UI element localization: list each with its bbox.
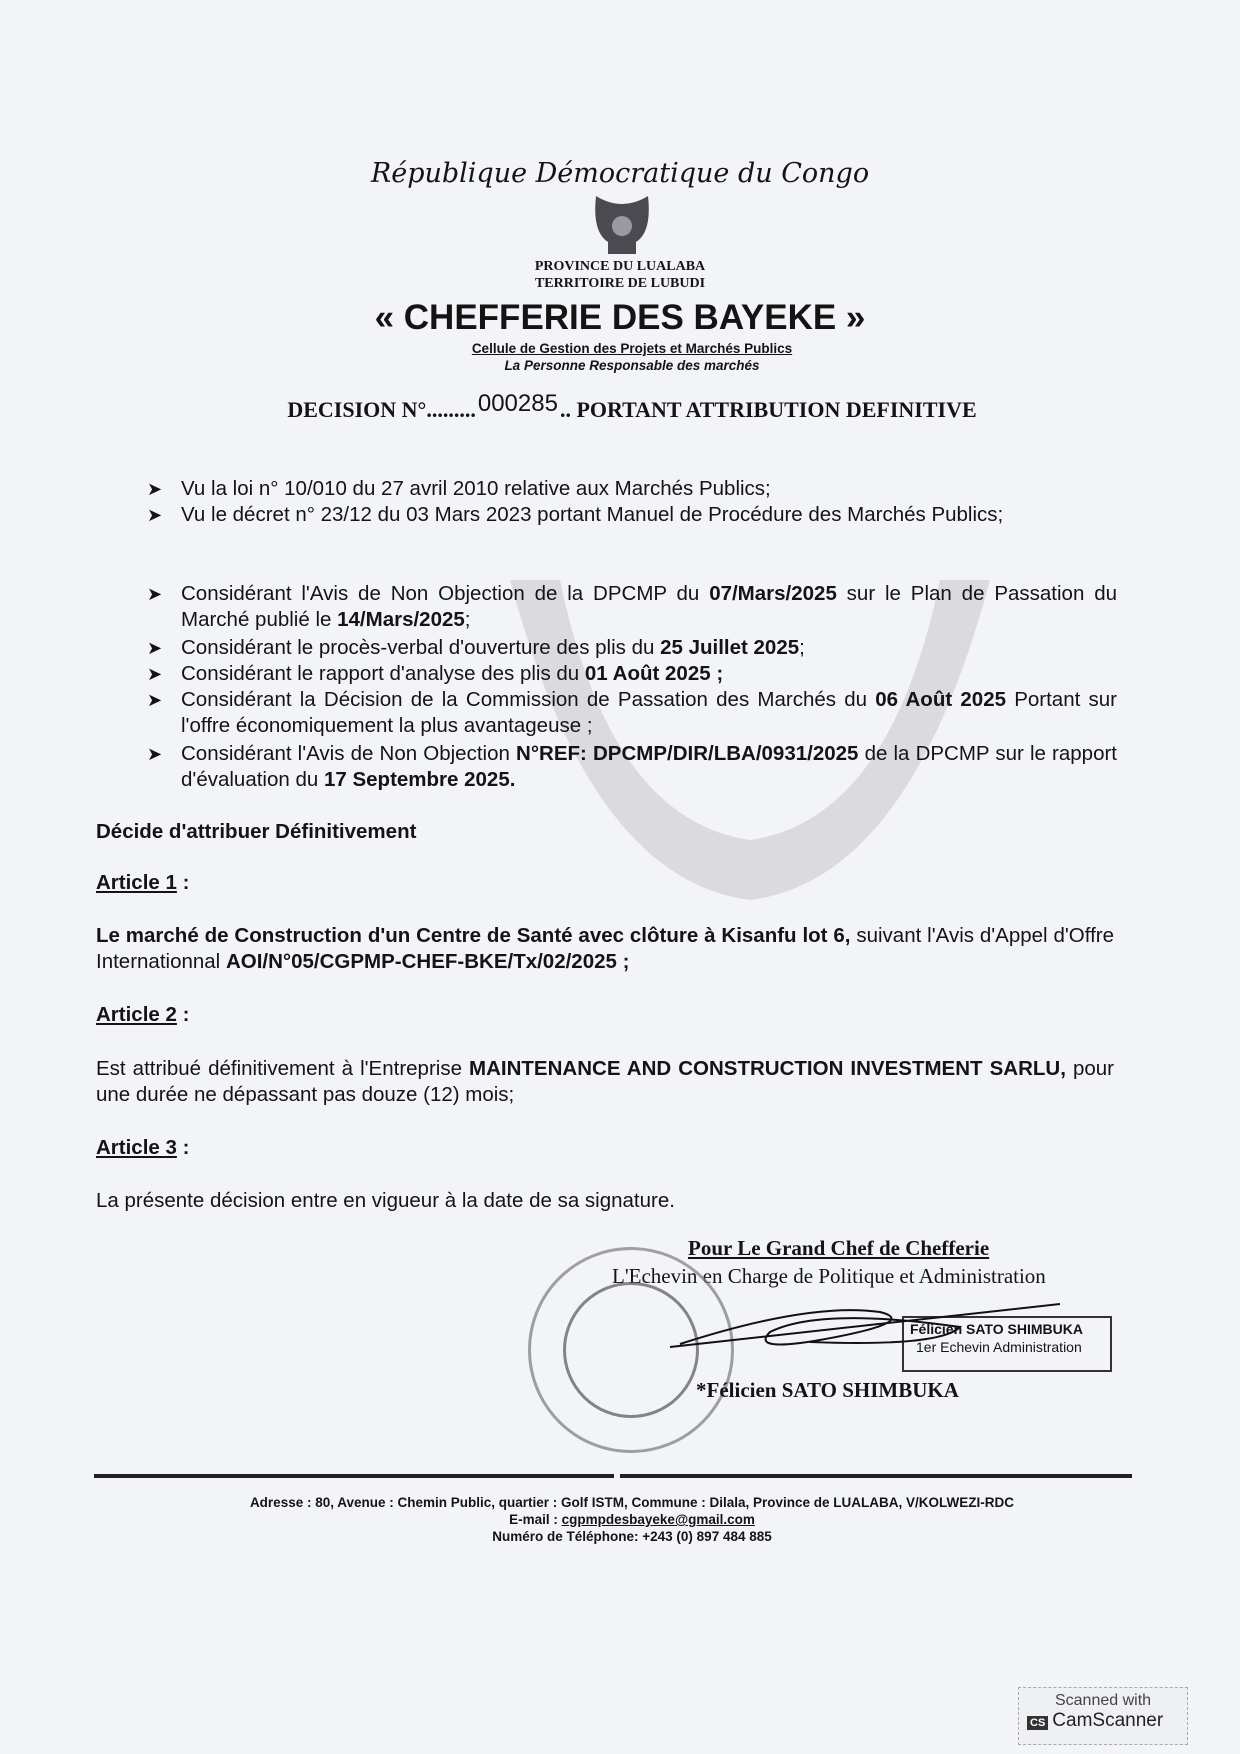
signature-pour: Pour Le Grand Chef de Chefferie	[688, 1236, 990, 1260]
name-stamp: Félicien SATO SHIMBUKA 1er Echevin Administration	[902, 1316, 1112, 1372]
article-3-title: Article 3 :	[96, 1136, 190, 1159]
email-link[interactable]: cgpmpdesbayeke@gmail.com	[561, 1512, 755, 1527]
chefferie-title: « CHEFFERIE DES BAYEKE »	[374, 298, 866, 337]
cellule: Cellule de Gestion des Projets et Marchés Publics	[471, 341, 793, 356]
article-3-text: La présente décision entre en vigueur à la date de sa signature.	[96, 1189, 675, 1212]
vu-item: ➤ Vu le décret n° 23/12 du 03 Mars 2023 portant Manuel de Procédure des Marchés Publics;	[147, 503, 1004, 526]
decide-heading: Décide d'attribuer Définitivement	[96, 820, 417, 843]
coat-of-arms-icon	[592, 192, 652, 256]
considerant-item: ➤ Considérant l'Avis de Non Objection N°REF: DPCMP/DIR/LBA/0931/2025 de la DPCMP sur le rapport d'évaluation du 17 Septembre 2025.	[147, 742, 1118, 791]
footer-phone: Numéro de Téléphone: +243 (0) 897 484 885	[492, 1529, 772, 1544]
considerant-item: ➤ Considérant le rapport d'analyse des plis du 01 Août 2025 ;	[147, 662, 724, 685]
considerant-item: ➤ Considérant le procès-verbal d'ouverture des plis du 25 Juillet 2025;	[147, 636, 805, 659]
camscanner-logo-icon: CS	[1027, 1716, 1048, 1730]
camscanner-badge: Scanned with CS CamScanner	[1018, 1687, 1188, 1745]
article-2-title: Article 2 :	[96, 1003, 190, 1026]
article-1-text: Le marché de Construction d'un Centre de Santé avec clôture à Kisanfu lot 6, suivant l'Avis d'Appel d'Offre Internationnal AOI/N°05/CGPMP-CHEF-BKE/Tx/02/2025 ;	[96, 924, 1114, 973]
footer-divider-left	[94, 1474, 614, 1478]
vu-item: ➤ Vu la loi n° 10/010 du 27 avril 2010 relative aux Marchés Publics;	[147, 477, 771, 500]
footer-divider-right	[620, 1474, 1132, 1478]
footer-email: E-mail : cgpmpdesbayeke@gmail.com	[509, 1512, 755, 1527]
decision-title: DECISION N°.........000285.. PORTANT ATTRIBUTION DEFINITIVE	[287, 390, 977, 422]
signatory-name: *Félicien SATO SHIMBUKA	[696, 1378, 959, 1402]
decision-number: 000285	[477, 390, 558, 417]
considerant-item: ➤ Considérant la Décision de la Commission de Passation des Marchés du 06 Août 2025 Portant sur l'offre économiquement la plus avantageuse ;	[147, 688, 1117, 737]
personne-responsable: La Personne Responsable des marchés	[504, 358, 760, 373]
signature-role: L'Echevin en Charge de Politique et Administration	[612, 1264, 1046, 1288]
considerant-item: ➤ Considérant l'Avis de Non Objection de la DPCMP du 07/Mars/2025 sur le Plan de Passation du Marché publié le 14/Mars/2025;	[147, 582, 1117, 631]
handwritten-signature	[660, 1292, 1120, 1358]
province: PROVINCE DU LUALABA	[534, 259, 706, 274]
republic-title: République Démocratique du Congo	[370, 158, 870, 189]
footer-address: Adresse : 80, Avenue : Chemin Public, quartier : Golf ISTM, Commune : Dilala, Province de LUALABA, V/KOLWEZI-RDC	[249, 1495, 1015, 1510]
article-2-text: Est attribué définitivement à l'Entreprise MAINTENANCE AND CONSTRUCTION INVESTMENT SARLU, pour une durée ne dépassant pas douze (12) mois;	[96, 1057, 1114, 1106]
territoire: TERRITOIRE DE LUBUDI	[534, 276, 706, 291]
article-1-title: Article 1 :	[96, 871, 190, 894]
